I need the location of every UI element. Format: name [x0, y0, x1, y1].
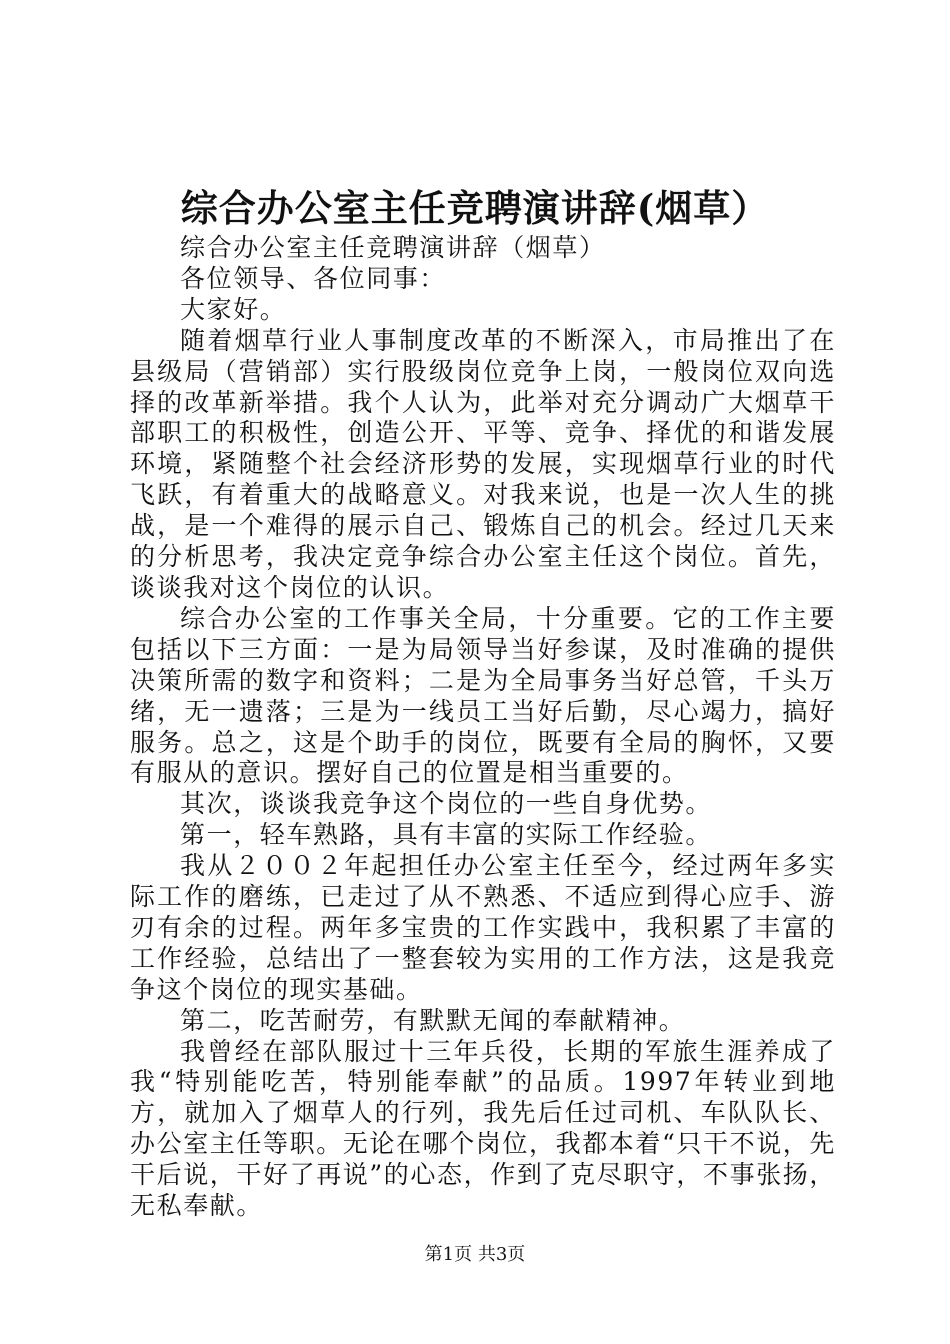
paragraph: 第二，吃苦耐劳，有默默无闻的奉献精神。 — [180, 1005, 686, 1035]
paragraph-salutation: 各位领导、各位同事： — [180, 263, 447, 293]
document-body — [130, 233, 836, 1222]
paragraph-subtitle: 综合办公室主任竞聘演讲辞（烟草） — [180, 233, 606, 262]
paragraph: 我曾经在部队服过十三年兵役，长期的军旅生涯养成了我“特别能吃苦，特别能奉献”的品质。1997年转业到地方，就加入了烟草人的行列，我先后任过司机、车队队长、办公室主任等职。无论在哪个岗位，我都本着“只干不说，先干后说，干好了再说”的心态，作到了克尽职守，不事张扬，无私奉献。 — [130, 1036, 836, 1221]
paragraph: 综合办公室的工作事关全局，十分重要。它的工作主要包括以下三方面：一是为局领导当好参谋，及时准确的提供决策所需的数字和资料；二是为全局事务当好总管，千头万绪，无一遗落；三是为一线员工当好后勤，尽心竭力，搞好服务。总之，这是个助手的岗位，既要有全局的胸怀，又要有服从的意识。摆好自己的位置是相当重要的。 — [130, 603, 836, 788]
paragraph: 第一，轻车熟路，具有丰富的实际工作经验。 — [180, 820, 713, 850]
page-number-footer: 第1页 共3页 — [424, 1244, 526, 1265]
paragraph: 其次，谈谈我竞争这个岗位的一些自身优势。 — [180, 789, 713, 819]
document-title: 综合办公室主任竞聘演讲辞(烟草） — [180, 186, 770, 230]
paragraph: 随着烟草行业人事制度改革的不断深入，市局推出了在县级局（营销部）实行股级岗位竞争上岗，一般岗位双向选择的改革新举措。我个人认为，此举对充分调动广大烟草干部职工的积极性，创造公开、平等、竞争、择优的和谐发展环境，紧随整个社会经济形势的发展，实现烟草行业的时代飞跃，有着重大的战略意义。对我来说，也是一次人生的挑战，是一个难得的展示自己、锻炼自己的机会。经过几天来的分析思考，我决定竞争综合办公室主任这个岗位。首先，谈谈我对这个岗位的认识。 — [130, 325, 836, 602]
paragraph-greeting: 大家好。 — [180, 294, 287, 324]
paragraph: 我从２００２年起担任办公室主任至今，经过两年多实际工作的磨练，已走过了从不熟悉、不适应到得心应手、游刃有余的过程。两年多宝贵的工作实践中，我积累了丰富的工作经验，总结出了一整套较为实用的工作方法，这是我竞争这个岗位的现实基础。 — [130, 851, 836, 1004]
